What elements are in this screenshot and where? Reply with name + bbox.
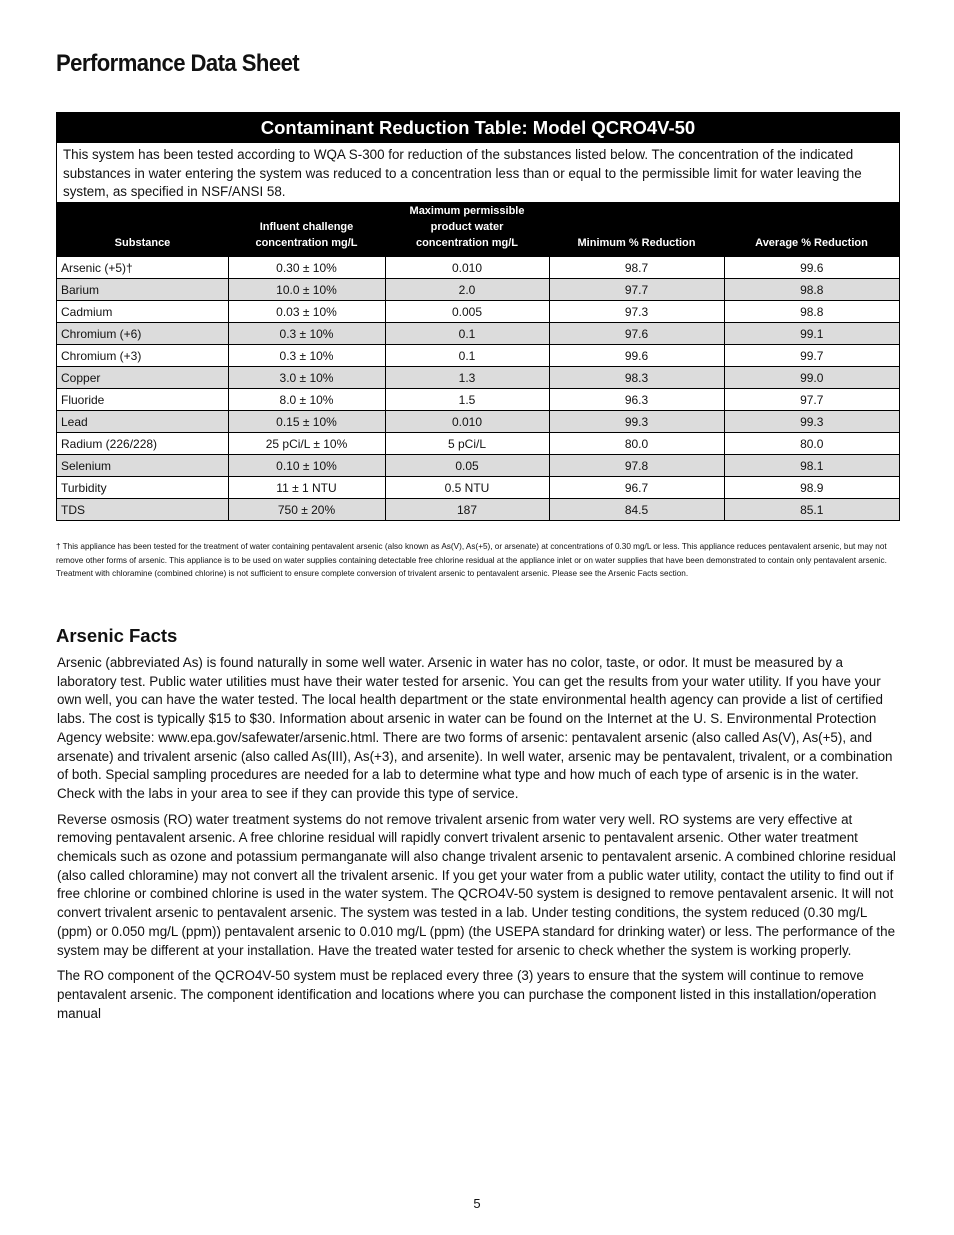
cell-influent: 10.0 ± 10% — [228, 279, 385, 301]
cell-min: 97.3 — [549, 301, 724, 323]
cell-min: 97.8 — [549, 455, 724, 477]
table-row — [57, 433, 899, 455]
table-row — [57, 345, 899, 367]
page-title: Performance Data Sheet — [56, 50, 300, 77]
cell-substance: Chromium (+3) — [57, 345, 228, 367]
table-row — [57, 455, 899, 477]
cell-max: 0.5 NTU — [385, 477, 549, 499]
cell-substance: Barium — [57, 279, 228, 301]
cell-max: 1.3 — [385, 367, 549, 389]
cell-influent: 11 ± 1 NTU — [228, 477, 385, 499]
cell-substance: Turbidity — [57, 477, 228, 499]
header-max-permissible — [385, 203, 549, 257]
header-max-line: Maximum permissible — [409, 205, 525, 217]
cell-avg: 98.1 — [724, 455, 899, 477]
cell-influent: 0.30 ± 10% — [228, 257, 385, 279]
cell-min: 80.0 — [549, 433, 724, 455]
cell-min: 99.3 — [549, 411, 724, 433]
cell-influent: 0.3 ± 10% — [228, 323, 385, 345]
header-influent-line: concentration mg/L — [255, 237, 358, 249]
table-row — [57, 279, 899, 301]
arsenic-facts-heading: Arsenic Facts — [56, 625, 178, 646]
cell-max: 0.005 — [385, 301, 549, 323]
table-title: Contaminant Reduction Table: Model QCRO4V-50 — [57, 113, 899, 143]
cell-avg: 97.7 — [724, 389, 899, 411]
table-row — [57, 367, 899, 389]
cell-avg: 99.6 — [724, 257, 899, 279]
header-max-line: concentration mg/L — [415, 237, 519, 249]
table-footnote: † This appliance has been tested for the treatment of water containing pentavalent arsenic (also known as As(V), As(+5), or arsenate) at concentrations of 0.30 mg/L or less. This appliance reduces pentavalent arsenic, but may not remove other forms of arsenic. This appliance is to be used on water supplies containing detectable free chlorine residual at the appliance inlet or on water supplies that have been demonstrated to contain only pentavalent arsenic. Treatment with chloramine (combined chlorine) is not sufficient to ensure complete conversion of trivalent arsenic to pentavalent arsenic. Please see the Arsenic Facts section. — [56, 542, 887, 578]
cell-min: 96.3 — [549, 389, 724, 411]
table-row — [57, 411, 899, 433]
cell-substance: Selenium — [57, 455, 228, 477]
cell-min: 99.6 — [549, 345, 724, 367]
cell-substance: Fluoride — [57, 389, 228, 411]
cell-avg: 99.7 — [724, 345, 899, 367]
header-min-reduction: Minimum % Reduction — [549, 203, 724, 257]
header-substance: Substance — [57, 203, 228, 257]
cell-substance: Copper — [57, 367, 228, 389]
cell-avg: 99.3 — [724, 411, 899, 433]
cell-avg: 80.0 — [724, 433, 899, 455]
cell-avg: 85.1 — [724, 499, 899, 521]
cell-max: 1.5 — [385, 389, 549, 411]
cell-avg: 98.9 — [724, 477, 899, 499]
cell-min: 97.6 — [549, 323, 724, 345]
cell-avg: 98.8 — [724, 279, 899, 301]
header-influent-line: Influent challenge — [259, 221, 354, 233]
cell-influent: 0.10 ± 10% — [228, 455, 385, 477]
cell-substance: Radium (226/228) — [57, 433, 228, 455]
table-row — [57, 257, 899, 279]
header-influent — [228, 203, 385, 257]
table-header-row — [57, 203, 899, 257]
data-table — [57, 203, 899, 520]
arsenic-facts-paragraph: Arsenic (abbreviated As) is found naturally in some well water. Arsenic in water has no color, taste, or odor. It must be measured by a laboratory test. Public water utilities must have their water tested for arsenic. You can get the results from your water utility. If you have your own well, you can have the water tested. The local health department or the state environmental health agency can provide a list of certified labs. The cost is typically $15 to $30. Information about arsenic in water can be found on the Internet at the U. S. Environmental Protection Agency website: www.epa.gov/safewater/arsenic.html. There are two forms of arsenic: pentavalent arsenic (also called As(V), As(+5), and arsenate) and trivalent arsenic (also called As(III), As(+3), and arsenite). In well water, arsenic may be pentavalent, trivalent, or a combination of both. Special sampling procedures are needed for a lab to determine what type and how much of each type of arsenic is in the water. Check with the labs in your area to see if they can provide this type of service. — [57, 655, 893, 801]
table-row — [57, 301, 899, 323]
cell-influent: 3.0 ± 10% — [228, 367, 385, 389]
cell-max: 0.1 — [385, 323, 549, 345]
cell-substance: Lead — [57, 411, 228, 433]
cell-max: 5 pCi/L — [385, 433, 549, 455]
header-max-line: product water — [430, 221, 504, 233]
cell-influent: 25 pCi/L ± 10% — [228, 433, 385, 455]
cell-max: 0.010 — [385, 257, 549, 279]
cell-min: 97.7 — [549, 279, 724, 301]
cell-influent: 0.15 ± 10% — [228, 411, 385, 433]
cell-max: 0.010 — [385, 411, 549, 433]
contaminant-reduction-table — [56, 112, 900, 521]
cell-min: 96.7 — [549, 477, 724, 499]
cell-influent: 750 ± 20% — [228, 499, 385, 521]
cell-substance: Arsenic (+5)† — [57, 257, 228, 279]
table-row — [57, 499, 899, 521]
cell-min: 98.3 — [549, 367, 724, 389]
table-body — [57, 257, 899, 521]
table-intro: This system has been tested according to WQA S-300 for reduction of the substances listed below. The concentration of the indicated substances in water entering the system was reduced to a concentration less than or equal to the permissible limit for water leaving the system, as specified in NSF/ANSI 58. — [57, 143, 899, 203]
cell-max: 0.1 — [385, 345, 549, 367]
cell-substance: Cadmium — [57, 301, 228, 323]
cell-avg: 98.8 — [724, 301, 899, 323]
cell-influent: 0.3 ± 10% — [228, 345, 385, 367]
cell-max: 187 — [385, 499, 549, 521]
cell-min: 98.7 — [549, 257, 724, 279]
arsenic-facts-body — [57, 654, 899, 1030]
arsenic-facts-paragraph: Reverse osmosis (RO) water treatment systems do not remove trivalent arsenic from water very well. RO systems are very effective at removing pentavalent arsenic. A free chlorine residual will rapidly convert trivalent arsenic to pentavalent arsenic. Other water treatment chemicals such as ozone and potassium permanganate will also change trivalent arsenic to pentavalent arsenic. A combined chlorine residual (also called chloramine) may not convert all the trivalent arsenic. If you get your water from a public water utility, contact the utility to find out if free chlorine or combined chlorine is used in the water system. The QCRO4V-50 system is designed to remove pentavalent arsenic. It will not convert trivalent arsenic to pentavalent arsenic. The system was tested in a lab. Under testing conditions, the system reduced (0.30 mg/L (ppm) or 0.050 mg/L (ppm)) pentavalent arsenic to 0.010 mg/L (ppm) (the USEPA standard for drinking water) or less. The performance of the system may be different at your installation. Have the treated water tested for arsenic to check whether the system is working properly. — [57, 811, 896, 958]
table-row — [57, 477, 899, 499]
arsenic-facts-paragraph: The RO component of the QCRO4V-50 system must be replaced every three (3) years to ensure that the system will continue to remove pentavalent arsenic. The component identification and locations where you can purchase the component listed in this installation/operation manual — [57, 968, 877, 1021]
cell-avg: 99.0 — [724, 367, 899, 389]
cell-min: 84.5 — [549, 499, 724, 521]
cell-substance: Chromium (+6) — [57, 323, 228, 345]
page-number: 5 — [473, 1196, 481, 1211]
cell-influent: 0.03 ± 10% — [228, 301, 385, 323]
cell-max: 0.05 — [385, 455, 549, 477]
cell-substance: TDS — [57, 499, 228, 521]
cell-avg: 99.1 — [724, 323, 899, 345]
cell-max: 2.0 — [385, 279, 549, 301]
header-avg-reduction: Average % Reduction — [724, 203, 899, 257]
table-row — [57, 323, 899, 345]
table-row — [57, 389, 899, 411]
cell-influent: 8.0 ± 10% — [228, 389, 385, 411]
